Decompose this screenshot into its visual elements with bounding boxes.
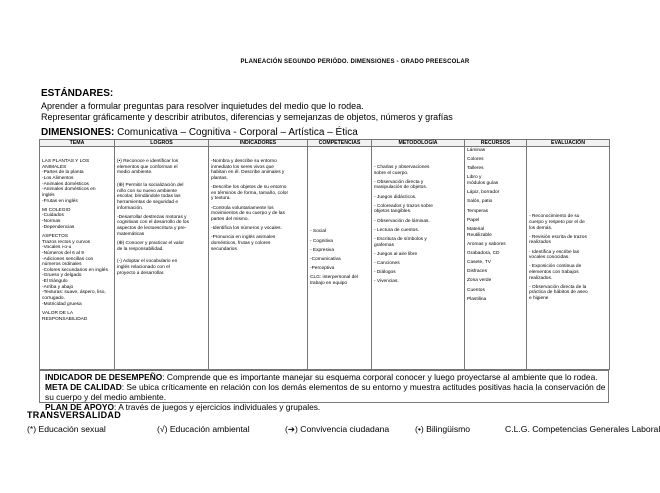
cell-line: y textura. — [211, 196, 231, 202]
cell-line: domésticos, frutas y colores — [211, 240, 271, 246]
cell-line: -Colores secundarios en inglés — [42, 267, 108, 273]
desempeno-label: INDICADOR DE DESEMPEÑO — [45, 372, 163, 382]
cell-line: Cuentos — [467, 287, 485, 293]
cell-line: los demás. — [529, 225, 553, 231]
cell-line: realizados — [529, 240, 551, 246]
cell-line: plantas. — [211, 175, 228, 181]
cell-line: -Partes de la planta — [42, 170, 84, 176]
cell-line: ANIMALES — [42, 164, 67, 170]
cell-line: - Identifica y escribe las — [529, 249, 580, 255]
cell-line: - Cognitiva — [310, 238, 333, 244]
col-header-competencias: COMPETENCIAS — [308, 140, 372, 147]
trans-item-ambiental: (√) Educación ambiental — [157, 424, 250, 434]
cell-line: - Juegos al aire libre — [374, 251, 418, 257]
cell-line: ASPECTOS — [42, 233, 69, 239]
cell-line: - Exposición continua de — [529, 264, 582, 270]
cell-line: cognitivas con el desarrollo de los — [117, 220, 189, 226]
cell-line: -Cuidados — [42, 213, 64, 219]
cell-line: Casete, TV — [467, 260, 491, 266]
cell-line: inglés — [42, 192, 55, 198]
transversalidad-heading: TRANSVERSALIDAD — [27, 410, 122, 420]
cell-line: práctica de hábitos de aseo — [529, 290, 588, 296]
cell-line: Aromas y sabores — [467, 241, 506, 247]
dimensions-value: Comunicativa – Cognitiva - Corporal – Artística – Ética — [114, 127, 358, 138]
standards-heading: ESTÁNDARES: — [41, 88, 114, 99]
cell-line: -Vocales i-o-u — [42, 245, 72, 251]
cell-line: - Juegos didácticos. — [374, 194, 417, 200]
cell-line: -Los Alimentos — [42, 175, 74, 181]
col-header-metodologia: METODOLOGÍA — [372, 140, 465, 147]
col-header-tema: TEMA — [40, 140, 115, 147]
cell-line: - Reconocimiento de su — [529, 214, 580, 220]
col-header-logros: LOGROS — [115, 140, 209, 147]
cell-line: - Observación de láminas. — [374, 218, 430, 224]
cell-line: -Comunicativa — [310, 256, 341, 262]
cell-line: -Identifica los números y vocales. — [211, 226, 282, 232]
cell-line: corrugado. — [42, 296, 65, 302]
cell-line: en términos de forma, tamaño, color — [211, 190, 289, 196]
col-header-evaluacion: EVALUACIÓN — [527, 140, 610, 147]
performance-box — [39, 370, 609, 412]
cell-line: -Controla voluntariamente los — [211, 205, 274, 211]
calidad-line — [45, 382, 606, 392]
desempeno-line — [45, 372, 603, 382]
cell-line: Lápiz, borrador — [467, 190, 500, 196]
cell-line: medio ambiente. — [117, 170, 153, 176]
cell-line: e higiene — [529, 296, 549, 302]
cell-line: -Nombra y describe su entorno — [211, 159, 277, 164]
cell-line: (•) Reconoce e identificar los — [117, 159, 179, 164]
cell-line: - Coloreados y trazos sobre — [374, 203, 433, 209]
col-header-indicadores: INDICADORES — [209, 140, 308, 147]
cell-line: - Lectura de cuentos. — [374, 227, 420, 233]
cell-line: Salón, patio — [467, 199, 493, 205]
trans-item-sexual: (*) Educación sexual — [27, 424, 106, 434]
cell-line: movimientos de su cuerpo y de las — [211, 211, 285, 217]
cell-line: - Social — [310, 229, 326, 235]
calidad-label: META DE CALIDAD — [45, 382, 122, 392]
cell-evaluacion — [527, 147, 610, 370]
cell-line: de la responsabilidad. — [117, 246, 164, 252]
table-header-row — [40, 140, 610, 147]
cell-line: (⊕) Permitir la socialización del — [117, 182, 184, 188]
cell-line: -Pronuncia en inglés animales — [211, 235, 276, 241]
cell-line: grafemas — [374, 242, 394, 248]
cell-line: VALOR DE LA — [42, 310, 74, 316]
cell-line: elementos que conforman el — [117, 164, 178, 170]
cell-line: MI COLEGIO — [42, 207, 71, 213]
cell-line: trabajo en equipo — [310, 280, 348, 286]
dimensions-label: DIMENSIONES: — [41, 127, 115, 138]
cell-line: escolar, brindándole todas las — [117, 194, 181, 200]
cell-line: Reutilizable — [467, 232, 492, 238]
cell-line: elementos con trabajos — [529, 269, 579, 275]
cell-line: información. — [117, 205, 144, 211]
cell-line: RESPONSABILIDAD — [42, 316, 88, 322]
cell-line: proyecto a desarrollar. — [117, 270, 165, 276]
calidad-value: : Se ubica críticamente en relación con los demás elementos de su entorno y muestra actitudes positivas hacia la conservación de — [121, 382, 606, 392]
cell-line: Colores — [467, 157, 484, 163]
desempeno-value: : Comprende que es importante manejar su esquema corporal conocer y luego proyectarse al ambiente que lo rodea. — [162, 372, 598, 382]
cell-line: -Frutas en inglés — [42, 198, 78, 204]
cell-tema — [40, 147, 115, 370]
dimensions-line — [41, 127, 358, 138]
cell-line: (-) Adoptar el vocabulario en — [117, 259, 178, 265]
cell-line: -Perceptiva — [310, 266, 335, 272]
cell-line: (⊕) Conocer y practicar el valor — [117, 240, 184, 246]
cell-line: -Grueso y delgado — [42, 273, 82, 279]
cell-line: Trazos rectos y curvos — [42, 239, 91, 245]
trans-item-clg: C.L.G. Competencias Generales Laboral — [505, 424, 660, 434]
cell-line: Láminas — [467, 148, 486, 153]
cell-line: Papel — [467, 217, 480, 223]
cell-line: -Adiciones sencillas con — [42, 256, 94, 262]
cell-logros — [115, 147, 209, 370]
cell-line: Talleres — [467, 166, 484, 172]
cell-line: -Texturas: suave, áspero, liso, — [42, 290, 106, 296]
cell-line: -Motricidad gruesa — [42, 301, 82, 307]
cell-line: - Escritura de símbolos y — [374, 236, 427, 242]
cell-line: -Arriba y abajo — [42, 284, 74, 290]
cell-line: números ordinales — [42, 262, 82, 268]
apoyo-value: : A través de juegos y ejercicios individuales y grupales. — [114, 402, 321, 412]
cell-line: -Describe los objetos de su entorno — [211, 185, 287, 191]
cell-line: - Expresiva — [310, 247, 334, 253]
cell-line: -Números del 6 al 9 — [42, 250, 84, 256]
cell-line: -Desarrollar destrezas motoras y — [117, 214, 187, 220]
col-header-recursos: RECURSOS — [465, 140, 527, 147]
cell-line: habitan en él. Describe animales y — [211, 170, 285, 176]
cell-line: -Normas — [42, 219, 61, 225]
cell-line: - Diálogos — [374, 270, 396, 276]
cell-line: CLG: interpersonal del — [310, 275, 358, 281]
standard-line-2: Representar gráficamente y describir atributos, diferencias y semejanzas de objetos, números y grafías — [41, 112, 453, 122]
cell-line: - Revisión escrita de trazos — [529, 234, 587, 240]
cell-recursos — [465, 147, 527, 370]
cell-line: - Canciones — [374, 260, 400, 266]
standard-line-1: Aprender a formular preguntas para resolver inquietudes del medio que lo rodea. — [41, 101, 364, 111]
cell-metodologia — [372, 147, 465, 370]
cell-line: matemáticas — [117, 231, 145, 237]
cell-line: -Animales domésticos — [42, 181, 89, 187]
cell-line: -Dependencias — [42, 224, 75, 230]
cell-line: secundarios — [211, 246, 237, 252]
cell-line: manipulación de objetos. — [374, 185, 428, 191]
cell-line: cuerpo y respeto por el de — [529, 219, 585, 225]
cell-competencias — [308, 147, 372, 370]
cell-line: partes del mismo. — [211, 216, 249, 222]
cell-line: inmediato los seres vivos que — [211, 164, 274, 170]
cell-line: herramientas de seguridad e — [117, 199, 179, 205]
page-title: PLANEACIÓN SEGUNDO PERIÓDO. DIMENSIONES - GRADO PREESCOLAR — [240, 59, 470, 65]
cell-line: módulos guías — [467, 181, 499, 187]
cell-line: Disfraces — [467, 269, 487, 275]
apoyo-line — [45, 402, 603, 412]
planning-table — [39, 139, 610, 370]
cell-line: - Observación directa y — [374, 179, 424, 185]
cell-line: - Observación directa de la — [529, 284, 587, 290]
apoyo-label: PLAN DE APOYO — [45, 402, 115, 412]
cell-line: Grabadora, CD — [467, 250, 500, 256]
cell-line: -Animales domésticos en — [42, 187, 96, 193]
cell-line: - Vivencias. — [374, 279, 399, 285]
cell-line: Material — [467, 226, 485, 232]
cell-line: Plastilina — [467, 296, 487, 302]
table-row — [40, 147, 610, 370]
trans-item-convivencia: (➔) Convivencia ciudadana — [285, 424, 390, 434]
calidad-cont-line: su cuerpo y del medio ambiente. — [45, 392, 167, 402]
cell-line: - Charlas y observaciones — [374, 165, 430, 170]
cell-line: LAS PLANTAS Y LOS — [42, 159, 90, 164]
cell-line: objetos tangibles. — [374, 209, 412, 215]
cell-line: Temperas — [467, 208, 489, 214]
cell-line: Libro y — [467, 175, 482, 181]
cell-line: niño con su nuevo ambiente — [117, 188, 178, 194]
cell-line: vocales conocidas. — [529, 255, 570, 261]
cell-indicadores — [209, 147, 308, 370]
cell-line: realizados. — [529, 275, 553, 281]
cell-line: Zona verde — [467, 278, 492, 284]
cell-line: inglés relacionado con el — [117, 264, 170, 270]
cell-line: aspectos de lectoescritura y pre- — [117, 226, 187, 232]
trans-item-bilinguismo: (•) Bilingüismo — [415, 424, 471, 434]
cell-line: sobre el cuerpo. — [374, 170, 409, 176]
cell-line: -El triángulo — [42, 279, 68, 285]
